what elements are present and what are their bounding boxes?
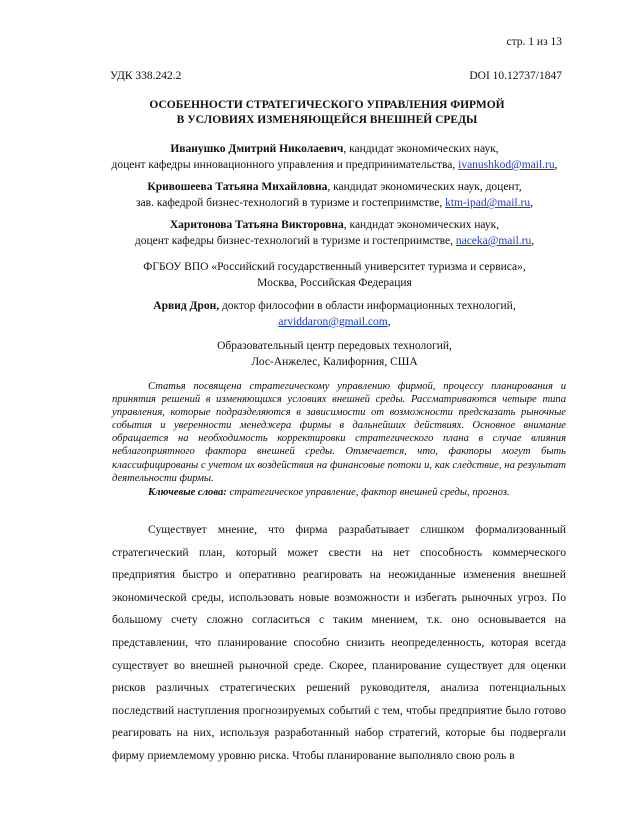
affiliation-line: Образовательный центр передовых технологий, — [217, 340, 452, 352]
affiliation-line: Лос-Анжелес, Калифорния, США — [251, 356, 418, 368]
doi: DOI 10.12737/1847 — [469, 70, 562, 82]
affiliation-1 — [95, 259, 574, 291]
author-name: Кривошеева Татьяна Михайловна — [147, 181, 328, 193]
keywords-text: стратегическое управление, фактор внешней среды, прогноз. — [226, 487, 510, 498]
page-number: стр. 1 из 13 — [506, 36, 562, 48]
paper-title — [100, 98, 554, 128]
author-email-link[interactable]: ivanushkod@mail.ru — [458, 159, 555, 171]
author-desc: доктор философии в области информационных технологий, — [219, 300, 516, 312]
body-paragraph: Существует мнение, что фирма разрабатывает слишком формализованный стратегический план, который может свести на нет способность коммерческого предприятия быстро и оперативно реагировать на неожиданные изменения внешней экономической среды, использовать новые возможности и избегать рыночных угроз. По большому счету сложно согласиться с таким мнением, т.к. оно основывается на представлении, что планирование способно снизить неопределенность, которая всегда существует во внешней рыночной среде. Скорее, планирование существует для оценки рисков различных стратегических решений руководителя, анализа потенциальных последствий наступления прогнозируемых событий с тем, чтобы предприятие было готово реагировать на них, используя разработанный набор стратегий, которые бы подвергали фирму приемлемому уровню риска. Чтобы планирование выполняло свою роль в — [112, 523, 566, 762]
author-block-2 — [95, 179, 574, 211]
author-desc: , кандидат экономических наук, доцент, — [327, 181, 522, 193]
punct: , — [530, 197, 533, 209]
title-line-1: ОСОБЕННОСТИ СТРАТЕГИЧЕСКОГО УПРАВЛЕНИЯ ФИРМОЙ — [149, 99, 505, 111]
author-name: Арвид Дрон, — [153, 300, 220, 312]
author-name: Иванушко Дмитрий Николаевич — [170, 143, 344, 155]
title-line-2: В УСЛОВИЯХ ИЗМЕНЯЮЩЕЙСЯ ВНЕШНЕЙ СРЕДЫ — [176, 114, 478, 126]
punct: , — [531, 235, 535, 247]
punct: , — [387, 316, 391, 328]
author-desc: , кандидат экономических наук, — [343, 219, 500, 231]
keywords — [112, 486, 566, 499]
author-desc: , кандидат экономических наук, — [343, 143, 499, 155]
affiliation-line: Москва, Российская Федерация — [257, 277, 412, 289]
abstract: Статья посвящена стратегическому управлению фирмой, процессу планирования и принятия решений в изменяющихся условиях внешней среды. Рассматриваются четыре типа управления, которые подразделяются в зависимости от возможности предсказать рыночные события и уверенности менеджера фирмы в дальнейших действиях. Основное внимание обращается на необходимость корректировки стратегического плана в случае влияния неблагоприятного фактора внешней среды. Отмечается, что, факторы могут быть классифицированы с учетом их воздействия на финансовые потоки и, как следствие, на результат деятельности фирмы. — [112, 381, 566, 484]
author-email-link[interactable]: arviddaron@gmail.com — [278, 316, 388, 328]
affiliation-line: ФГБОУ ВПО «Российский государственный университет туризма и сервиса», — [143, 261, 526, 273]
author-block-4 — [95, 298, 574, 330]
affiliation-2 — [95, 338, 574, 370]
author-name: Харитонова Татьяна Викторовна — [169, 219, 344, 231]
author-block-1 — [95, 141, 574, 173]
punct: , — [554, 159, 558, 171]
author-block-3 — [95, 217, 574, 249]
author-position: доцент кафедры инновационного управления и предпринимательства, — [111, 159, 459, 171]
author-position: доцент кафедры бизнес-технологий в туризме и гостеприимстве, — [134, 235, 456, 247]
author-email-link[interactable]: ktm-ipad@mail.ru — [445, 197, 531, 209]
author-email-link[interactable]: naceka@mail.ru — [455, 235, 532, 247]
udk-code: УДК 338.242.2 — [110, 70, 182, 82]
author-position: зав. кафедрой бизнес-технологий в туризме и гостеприимстве, — [136, 197, 446, 209]
keywords-label: Ключевые слова: — [148, 487, 227, 498]
